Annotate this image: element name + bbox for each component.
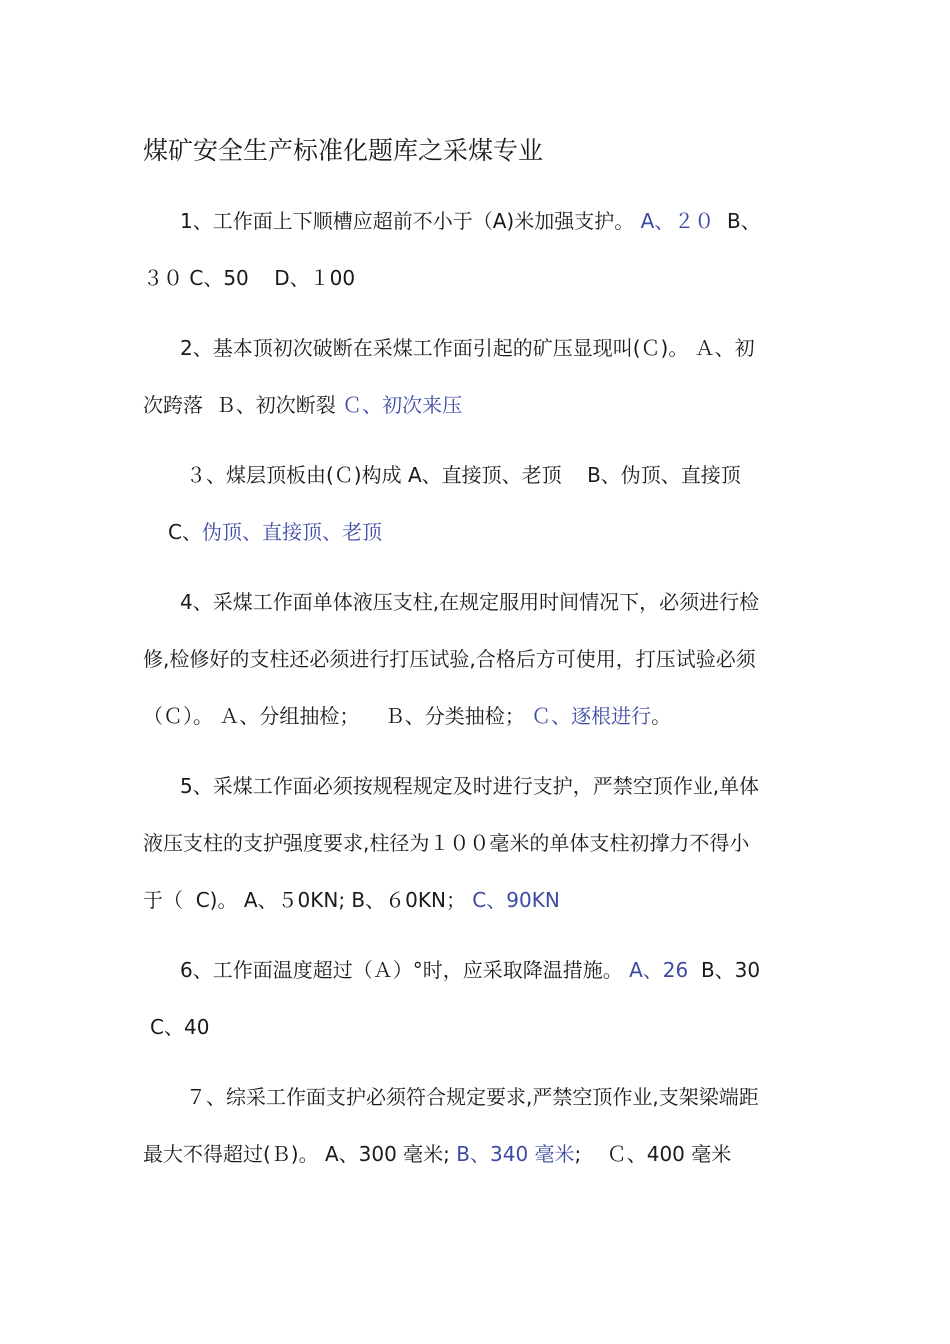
question-7-line-1 — [186, 1083, 759, 1111]
question-1-answer: A、２０ — [640, 209, 715, 233]
question-5-line-1 — [180, 772, 759, 800]
question-1-options: ３０ C、50 D、１00 — [143, 266, 356, 290]
question-7-answer: B、340 毫米 — [456, 1142, 575, 1166]
question-2-line-1 — [180, 334, 755, 362]
question-1-option-b: B、 — [714, 209, 761, 233]
question-1-line-2 — [143, 264, 355, 292]
question-6-line-1 — [180, 956, 760, 984]
question-3-line-1 — [186, 461, 741, 489]
question-1-text: 1、工作面上下顺槽应超前不小于（A)米加强支护。 — [180, 209, 641, 233]
question-7-text: ７、综采工作面支护必须符合规定要求,严禁空顶作业,支架梁端距 — [186, 1085, 759, 1109]
question-2-line-2 — [143, 391, 462, 419]
question-1-line-1 — [180, 207, 761, 235]
question-4-line-2 — [143, 645, 756, 673]
question-7-options: 最大不得超过(Ｂ)。 A、300 毫米; — [143, 1142, 457, 1166]
question-4-text-1: 4、采煤工作面单体液压支柱,在规定服用时间情况下，必须进行检 — [180, 590, 760, 614]
question-5-text-1: 5、采煤工作面必须按规程规定及时进行支护，严禁空顶作业,单体 — [180, 774, 760, 798]
question-7-option-c: ; Ｃ、400 毫米 — [574, 1142, 732, 1166]
question-6-answer: A、26 — [629, 958, 689, 982]
question-5-line-2 — [143, 829, 749, 857]
question-5-text-2: 液压支柱的支护强度要求,柱径为１００毫米的单体支柱初撑力不得小 — [143, 831, 750, 855]
question-5-options: 于（ C)。 A、５0KN; B、６0KN； — [143, 888, 473, 912]
question-4-end-mark: 。 — [651, 704, 672, 728]
question-3-text: ３、煤层顶板由(Ｃ)构成 A、直接顶、老顶 B、伪顶、直接顶 — [186, 463, 741, 487]
question-6-option-b: B、30 — [688, 958, 761, 982]
question-6-option-c: C、40 — [150, 1015, 210, 1039]
question-6-line-2 — [150, 1013, 209, 1041]
question-4-line-1 — [180, 588, 759, 616]
question-6-text: 6、工作面温度超过（Ａ）°时，应采取降温措施。 — [180, 958, 630, 982]
question-3-answer: 伪顶、直接顶、老顶 — [201, 520, 382, 544]
question-3-line-2 — [168, 518, 382, 546]
question-4-text-2: 修,检修好的支柱还必须进行打压试验,合格后方可使用，打压试验必须 — [143, 647, 756, 671]
question-4-options: （Ｃ）。 Ａ、分组抽检； Ｂ、分类抽检； — [143, 704, 532, 728]
question-4-answer: Ｃ、逐根进行 — [531, 704, 652, 728]
question-2-answer: Ｃ、初次来压 — [342, 393, 463, 417]
question-3-option-c-label: C、 — [168, 520, 202, 544]
question-5-line-3 — [143, 886, 560, 914]
question-2-options: 次跨落 Ｂ、初次断裂 — [143, 393, 343, 417]
question-4-line-3 — [143, 702, 671, 730]
question-2-text: 2、基本顶初次破断在采煤工作面引起的矿压显现叫(Ｃ)。 Ａ、初 — [180, 336, 755, 360]
question-5-answer: C、90KN — [472, 888, 560, 912]
document-title: 煤矿安全生产标准化题库之采煤专业 — [143, 136, 544, 165]
question-7-line-2 — [143, 1140, 731, 1168]
